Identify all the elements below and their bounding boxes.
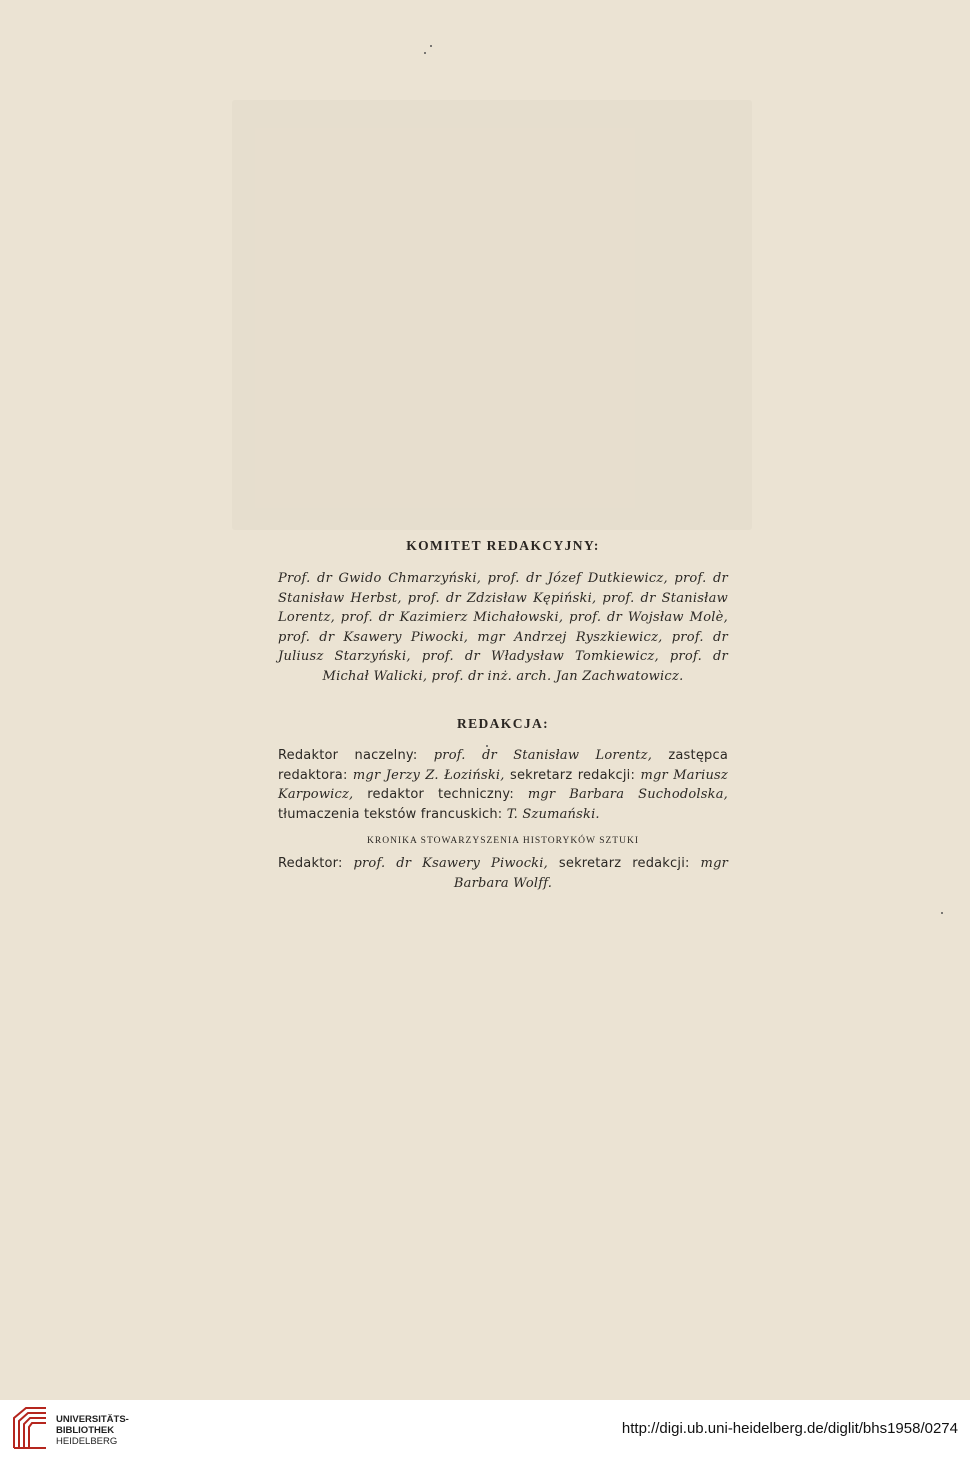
library-footer	[0, 1400, 970, 1464]
masthead-text	[278, 538, 728, 906]
deputy-editor-label: zastępca redaktora:	[278, 748, 728, 783]
technical-editor-name: mgr Barbara Suchodolska,	[527, 787, 728, 802]
editorial-heading: REDAKCJA:	[456, 716, 550, 731]
secretary-name: mgr Mariusz Karpowicz,	[278, 767, 728, 802]
library-name-line3: HEIDELBERG	[56, 1436, 118, 1447]
committee-heading: KOMITET REDAKCYJNY:	[406, 538, 600, 553]
chronicle-editor-label: Redaktor:	[278, 856, 354, 871]
deputy-editor-name: mgr Jerzy Z. Łoziński,	[352, 767, 505, 783]
translator-name: T. Szumański.	[506, 806, 600, 822]
editorial-staff	[278, 746, 728, 824]
technical-editor-label: redaktor techniczny:	[353, 787, 528, 802]
page-speck	[941, 912, 943, 914]
bleed-through-shadow	[232, 100, 752, 530]
library-name-line2: BIBLIOTHEK	[56, 1425, 115, 1436]
page-speck	[424, 52, 426, 54]
chronicle-heading: KRONIKA STOWARZYSZENIA HISTORYKÓW SZTUKI	[367, 836, 639, 846]
chronicle-secretary-name: mgr Barbara Wolff.	[453, 856, 729, 891]
chief-editor-label: Redaktor naczelny:	[278, 748, 434, 763]
chronicle-editor-name: prof. dr Ksawery Piwocki,	[353, 856, 548, 871]
library-logo-icon	[10, 1404, 50, 1452]
chronicle-staff	[278, 854, 728, 893]
secretary-label: sekretarz redakcji:	[504, 767, 641, 783]
library-name-line1: UNIVERSITÄTS-	[56, 1414, 129, 1425]
chronicle-secretary-label: sekretarz redakcji:	[547, 856, 701, 871]
chief-editor-name: prof. dr Stanisław Lorentz,	[433, 748, 653, 763]
committee-members: Prof. dr Gwido Chmarzyński, prof. dr Józef Dutkiewicz, prof. dr Stanisław Herbst, prof. dr Zdzisław Kępiński, prof. dr Stanisław Lorentz, prof. dr Kazimierz Michałowski, prof. dr Wojsław Molè, prof. dr Ksawery Piwocki, mgr Andrzej Ryszkiewicz, prof. dr Juliusz Starzyński, prof. dr Władysław Tomkiewicz, prof. dr Michał Walicki, prof. dr inż. arch. Jan Zachwatowicz.	[278, 571, 728, 684]
library-name	[56, 1414, 129, 1447]
source-url-link[interactable]: http://digi.ub.uni-heidelberg.de/diglit/bhs1958/0274	[621, 1420, 958, 1437]
translations-label: tłumaczenia tekstów francuskich:	[278, 806, 507, 822]
page-speck	[430, 45, 432, 47]
